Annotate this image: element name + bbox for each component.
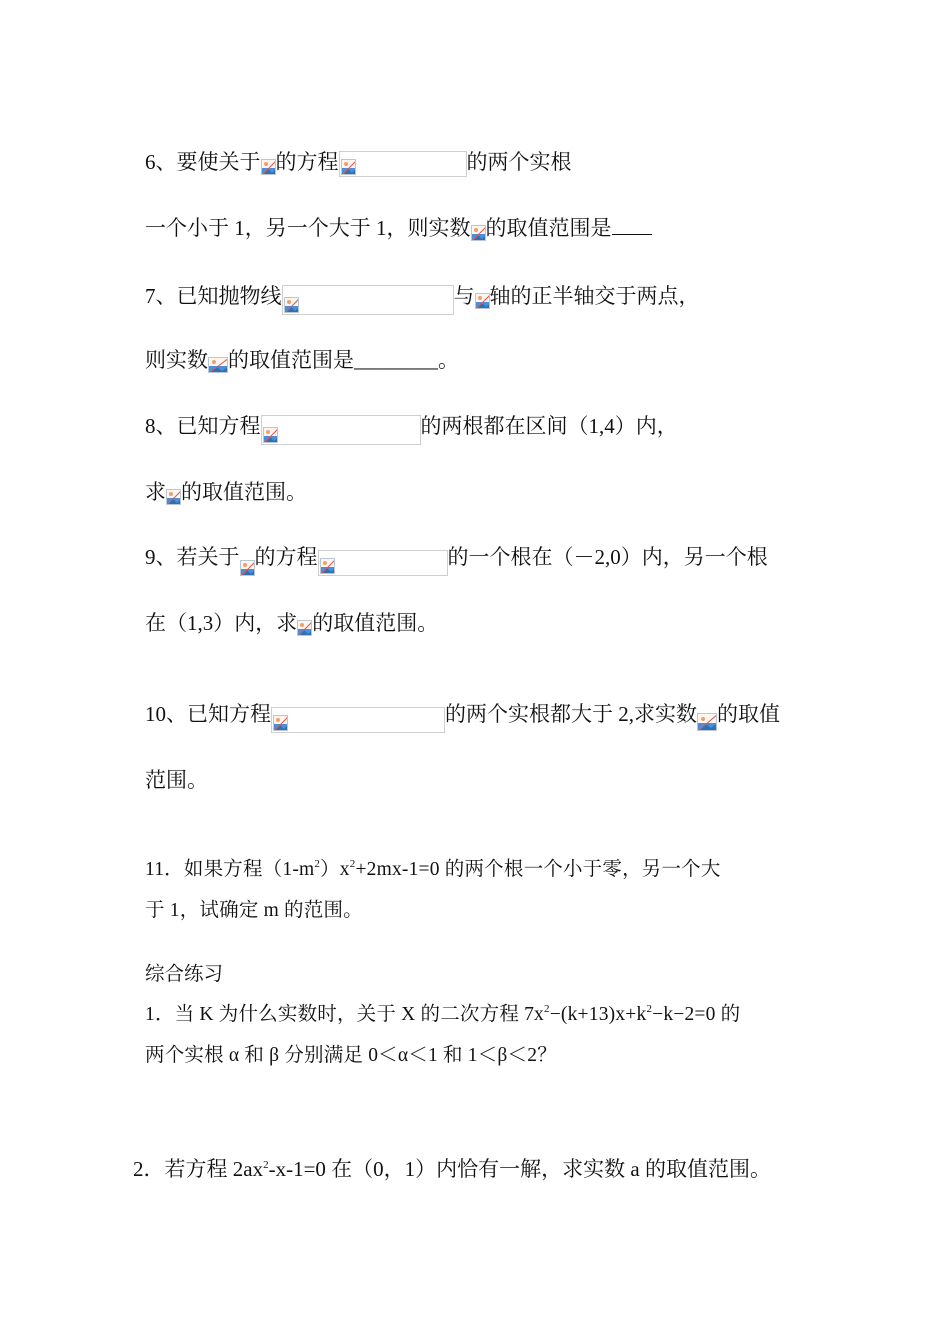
problem-6-text-b: 的方程 [275,150,339,174]
broken-image-icon [261,159,276,175]
equation-image-placeholder [282,285,454,315]
problem-11-text-c: +2mx-1=0 的两个根一个小于零，另一个大 [355,859,721,880]
problem-11-text-b: ）x [320,859,350,880]
broken-image-icon [697,713,717,731]
superscript: 2 [263,1159,269,1171]
equation-image-placeholder [261,415,421,445]
problem-8-line-2 [145,478,307,506]
problem-8-text-b: 的两根都在区间（1,4）内， [420,414,678,438]
problem-10-line-1 [145,700,780,733]
problem-7-text-e: 的取值范围是________。 [228,348,459,372]
equation-image-placeholder [339,151,467,177]
problem-10-line-2 [145,766,208,794]
broken-image-icon [166,489,181,505]
broken-image-icon [297,620,312,636]
broken-image-icon [341,159,356,175]
comprehensive-heading: 综合练习 [145,964,224,985]
problem-8-text-a: 8、已知方程 [145,414,261,438]
problem-9-text-a: 9、若关于 [145,545,240,569]
superscript: 2 [349,858,356,870]
broken-image-icon [240,560,255,576]
q1-text-c: −k−2=0 的 [652,1004,741,1025]
problem-7-text-a: 7、已知抛物线 [145,284,282,308]
broken-image-icon [475,293,490,309]
problem-9-text-c: 的一个根在（－2,0）内，另一个根 [447,545,768,569]
problem-8-line-1 [145,412,678,445]
problem-6-text-d: 一个小于 1，另一个大于 1，则实数 [145,216,471,240]
broken-image-icon [208,357,228,373]
superscript: 2 [314,858,321,870]
problem-7-line-2 [145,346,459,374]
problem-8-text-c: 求 [145,480,166,504]
problem-9-text-e: 的取值范围。 [312,611,439,635]
problem-9-text-b: 的方程 [254,545,318,569]
equation-image-placeholder [318,550,448,576]
q1-text-d: 两个实根 α 和 β 分别满足 0＜α＜1 和 1＜β＜2？ [145,1045,557,1066]
problem-9-line-1 [145,543,768,576]
comprehensive-q1-line-1 [145,1001,740,1029]
equation-image-placeholder [271,707,445,733]
broken-image-icon [471,225,486,241]
problem-6-text-e: 的取值范围是 [485,216,612,240]
broken-image-icon [320,558,335,574]
answer-blank [612,216,652,235]
problem-10-text-d: 范围。 [145,768,208,792]
q2-text-b: -x-1=0 在（0，1）内恰有一解，求实数 a 的取值范围。 [268,1157,771,1181]
problem-6-line-1 [145,148,572,177]
comprehensive-q2-line-1 [133,1155,771,1183]
problem-10-text-c: 的取值 [717,702,780,726]
q1-text-a: 1．当 K 为什么实数时，关于 X 的二次方程 7x [145,1004,544,1025]
broken-image-icon [273,715,288,731]
problem-11-line-1 [145,856,721,884]
problem-7-line-1 [145,282,700,315]
superscript: 2 [544,1003,550,1015]
problem-10-text-b: 的两个实根都大于 2,求实数 [445,702,697,726]
problem-11-text-a: 11．如果方程（1-m [145,859,315,880]
problem-8-text-d: 的取值范围。 [181,480,307,504]
section-heading [145,961,223,989]
problem-10-text-a: 10、已知方程 [145,702,271,726]
problem-6-text-a: 6、要使关于 [145,150,261,174]
problem-9-line-2 [145,609,438,637]
problem-7-text-c: 轴的正半轴交于两点， [489,284,700,308]
problem-11-text-d: 于 1，试确定 m 的范围。 [145,900,363,921]
broken-image-icon [284,297,299,313]
problem-9-text-d: 在（1,3）内，求 [145,611,298,635]
problem-7-text-b: 与 [453,284,475,308]
superscript: 2 [646,1003,653,1015]
q1-text-b: −(k+13)x+k [549,1004,647,1025]
problem-7-text-d: 则实数 [145,348,208,372]
broken-image-icon [263,427,278,443]
q2-text-a: 2．若方程 2ax [133,1157,264,1181]
problem-11-line-2 [145,897,363,925]
problem-6-text-c: 的两个实根 [466,150,572,174]
problem-6-line-2 [145,214,652,242]
comprehensive-q1-line-2 [145,1042,557,1070]
